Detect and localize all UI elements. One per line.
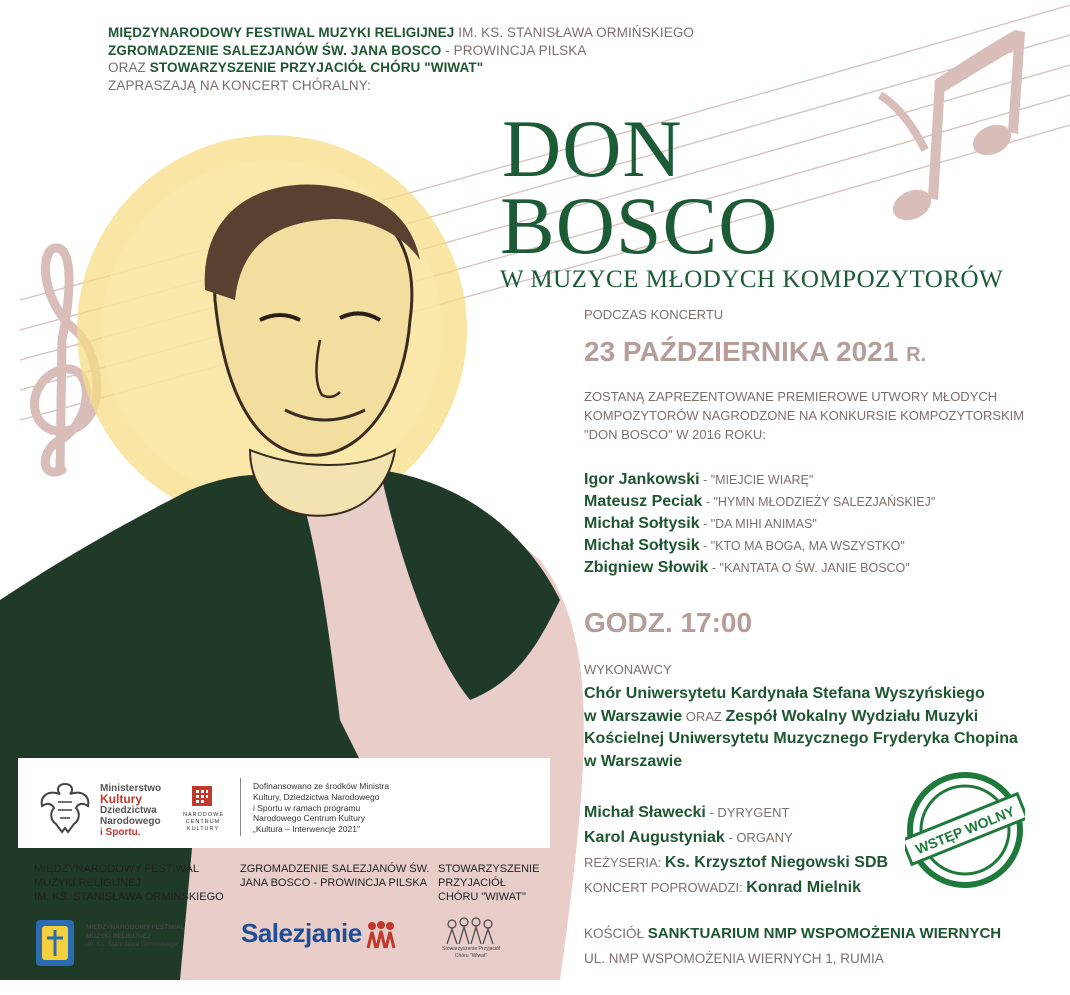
church-name: SANKTUARIUM NMP WSPOMOŻENIA WIERNYCH [647, 925, 1002, 942]
organist-name: Karol Augustyniak [584, 829, 725, 846]
description: ZOSTANĄ ZAPREZENTOWANE PREMIEROWE UTWORY MŁODYCH KOMPOZYTORÓW NAGRODZONE NA KONKURSIE KOMPOZYTORSKIM "DON BOSCO" W 2016 ROKU: [584, 389, 1025, 442]
salesian-people-icon [364, 920, 398, 950]
divider [240, 778, 241, 836]
conductor-name: Michał Sławecki [584, 804, 706, 821]
nck-logo-icon [190, 784, 214, 808]
nck-logo-text: NARODOWE CENTRUM KULTURY [183, 812, 224, 832]
list-item: Michał Sołtysik - "KTO MA BOGA, MA WSZYSTKO" [584, 537, 905, 554]
list-item: Mateusz Peciak - "HYMN MŁODZIEŻY SALEZJAŃSKIEJ" [584, 493, 936, 510]
list-item: Michał Sołtysik - "DA MIHI ANIMAS" [584, 515, 817, 532]
subtitle: W MUZYCE MŁODYCH KOMPOZYTORÓW [500, 266, 1004, 293]
performers-label: WYKONAWCY [584, 662, 672, 677]
wiwat-choir-icon [444, 916, 500, 946]
music-note-icon [880, 30, 1025, 226]
list-item: Igor Jankowski - "MIEJCIE WIARĘ" [584, 471, 814, 488]
works-list [584, 469, 935, 579]
during-label: PODCZAS KONCERTU [584, 307, 724, 322]
organizer-association: STOWARZYSZENIE PRZYJACIÓŁ CHÓRU "WIWAT" [149, 60, 484, 75]
free-entry-stamp [905, 770, 1025, 890]
organizer-festival: MIĘDZYNARODOWY FESTIWAL MUZYKI RELIGIJNEJ [108, 25, 455, 40]
org-festival: MIĘDZYNARODOWY FESTIWAL MUZYKI RELIGIJNEJ IM. KS. STANISŁAWA ORMIŃSKIEGO [34, 863, 224, 903]
festival-logo-icon [34, 918, 76, 968]
svg-text:WSTĘP WOLNY: WSTĘP WOLNY [913, 802, 1017, 858]
list-item: Zbigniew Słowik - "KANTATA O ŚW. JANIE BOSCO" [584, 559, 910, 576]
org-association: STOWARZYSZENIE PRZYJACIÓŁ CHÓRU "WIWAT" [438, 863, 540, 903]
salezjanie-logo: Salezjanie [241, 918, 362, 948]
host-name: Konrad Mielnik [746, 879, 861, 896]
ministry-logo-text: Ministerstwo Kultury Dziedzictwa Narodowego i Sportu. [100, 783, 162, 838]
wiwat-logo-text: Stowarzyszenie Przyjaciół Chóru "Wiwat" [442, 946, 500, 959]
eagle-emblem-icon [38, 780, 92, 838]
title-line2: BOSCO [500, 180, 779, 271]
performers: Chór Uniwersytetu Kardynała Stefana Wyszyńskiego w Warszawie ORAZ Zespół Wokalny Wydziału Muzyki Kościelnej Uniwersytetu Muzycznego Fryderyka Chopina w Warszawie [584, 685, 1018, 770]
concert-date: 23 PAŹDZIERNIKA 2021 R. [584, 336, 927, 367]
festival-logo-text: MIĘDZYNARODOWY FESTIWAL MUZYKI RELIGIJNEJ im. Ks. Stanisława Ormińskiego [86, 924, 185, 948]
invitation-line: ZAPRASZAJĄ NA KONCERT CHÓRALNY: [108, 77, 371, 93]
concert-time: GODZ. 17:00 [584, 607, 753, 638]
address: UL. NMP WSPOMOŻENIA WIERNYCH 1, RUMIA [584, 951, 884, 966]
organizer-salesians: ZGROMADZENIE SALEZJANÓW ŚW. JANA BOSCO [108, 42, 442, 58]
funding-note: Dofinansowano ze środków Ministra Kultury, Dziedzictwa Narodowego i Sportu w ramach programu Narodowego Centrum Kultury „Kultura – Interwencje 2021" [253, 781, 390, 835]
header-organizers: MIĘDZYNARODOWY FESTIWAL MUZYKI RELIGIJNEJ IM. KS. STANISŁAWA ORMIŃSKIEGO ZGROMADZENIE SALEZJANÓW ŚW. JANA BOSCO - PROWINCJA PILSKA ORAZ STOWARZYSZENIE PRZYJACIÓŁ CHÓRU "WIWAT" ZAPRASZAJĄ NA KONCERT CHÓRALNY: [108, 25, 695, 93]
title-line1: DON [502, 103, 683, 194]
director-name: Ks. Krzysztof Niegowski SDB [664, 854, 889, 871]
org-salesians: ZGROMADZENIE SALEZJANÓW ŚW. JANA BOSCO - PROWINCJA PILSKA [240, 863, 430, 889]
credits: Michał Sławecki - DYRYGENT Karol Augustyniak - ORGANY REŻYSERIA: Ks. Krzysztof Niegowski SDB KONCERT POPROWADZI: Konrad Mielnik [584, 804, 889, 896]
venue: KOŚCIÓŁ SANKTUARIUM NMP WSPOMOŻENIA WIERNYCH UL. NMP WSPOMOŻENIA WIERNYCH 1, RUMIA [584, 921, 1001, 971]
